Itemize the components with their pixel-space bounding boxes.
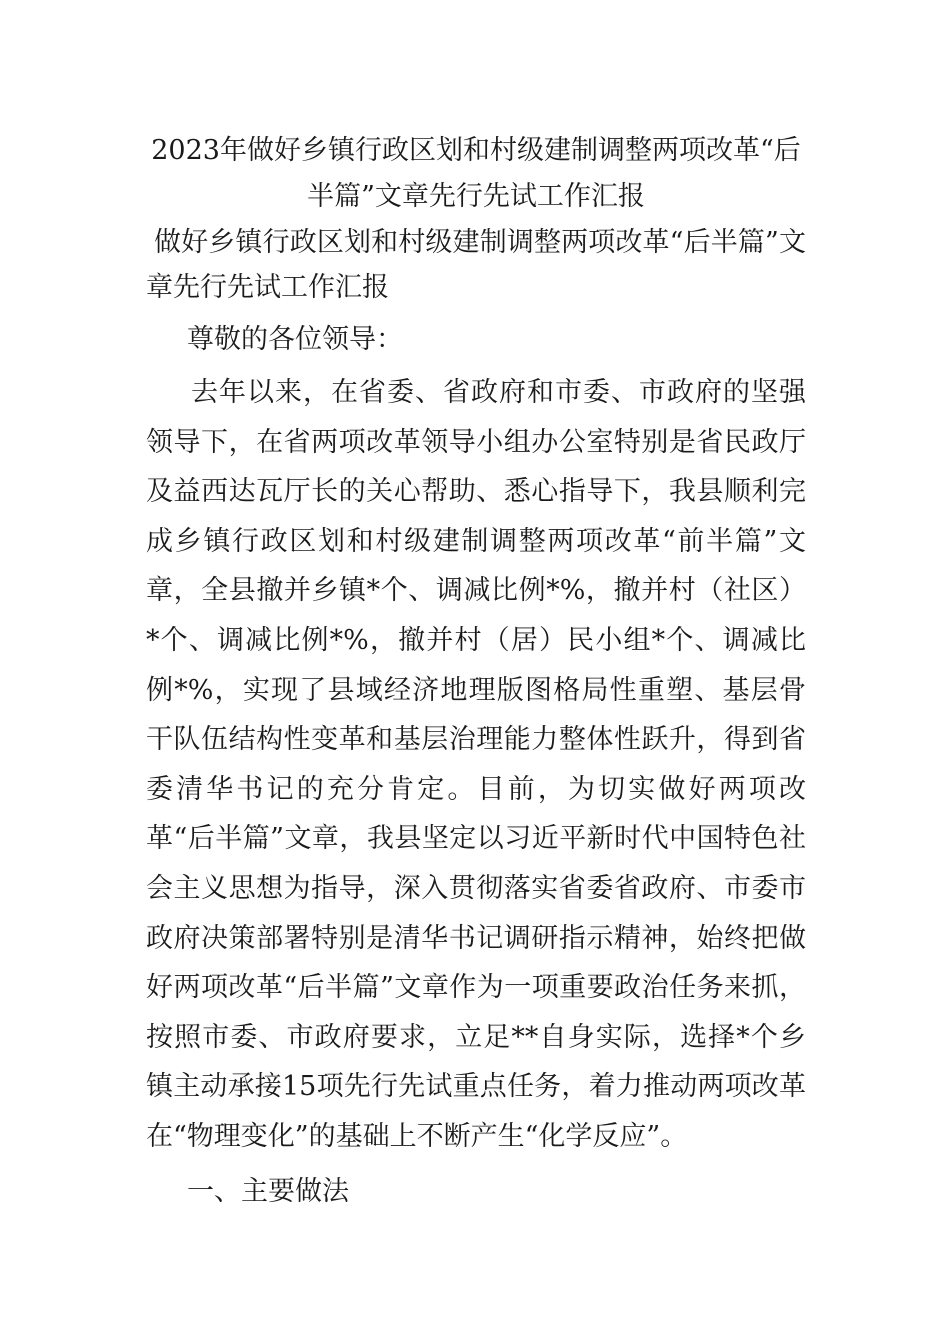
body-paragraph: 去年以来，在省委、省政府和市委、市政府的坚强领导下，在省两项改革领导小组办公室特别是省民政厅及益西达瓦厅长的关心帮助、悉心指导下，我县顺利完成乡镇行政区划和村级建制调整两项改革“前半篇”文章，全县撤并乡镇*个、调减比例*%，撤并村（社区）*个、调减比例*%，撤并村（居）民小组*个、调减比例*%，实现了县域经济地理版图格局性重塑、基层骨干队伍结构性变革和基层治理能力整体性跃升，得到省委清华书记的充分肯定。目前，为切实做好两项改革“后半篇”文章，我县坚定以习近平新时代中国特色社会主义思想为指导，深入贯彻落实省委省政府、市委市政府决策部署特别是清华书记调研指示精神，始终把做好两项改革“后半篇”文章作为一项重要政治任务来抓，按照市委、市政府要求，立足**自身实际，选择*个乡镇主动承接15项先行先试重点任务，着力推动两项改革在“物理变化”的基础上不断产生“化学反应”。 — [146, 377, 806, 1152]
document-title: 2023年做好乡镇行政区划和村级建制调整两项改革“后半篇”文章先行先试工作汇报 — [151, 135, 801, 212]
section-heading: 一、主要做法 — [187, 1175, 349, 1207]
salutation: 尊敬的各位领导： — [187, 324, 403, 355]
document-body — [146, 128, 806, 1214]
document-subtitle: 做好乡镇行政区划和村级建制调整两项改革“后半篇”文章先行先试工作汇报 — [146, 227, 806, 303]
